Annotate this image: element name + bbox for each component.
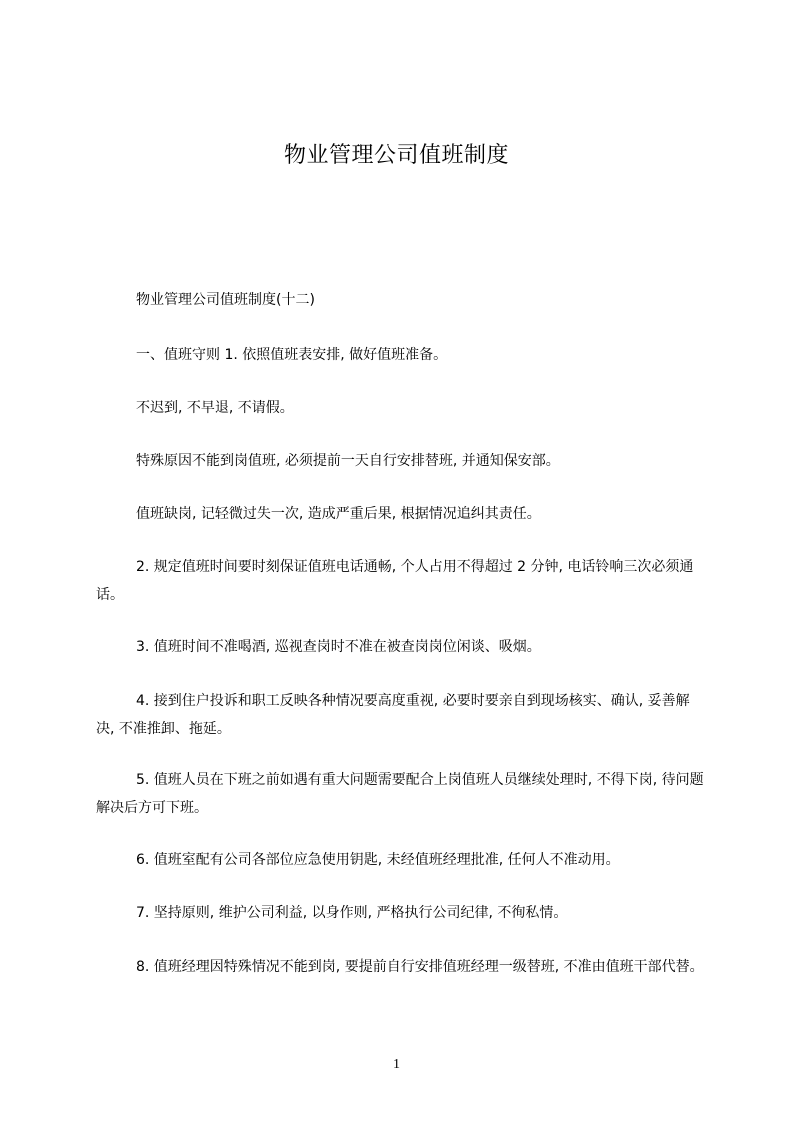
paragraph: 3. 值班时间不准喝酒, 巡视查岗时不准在被查岗岗位闲谈、吸烟。: [136, 639, 541, 655]
page-number: 1: [393, 1057, 400, 1072]
paragraph: 4. 接到住户投诉和职工反映各种情况要高度重视, 必要时要亲自到现场核实、确认, 妥善解决, 不准推卸、拖延。: [96, 693, 690, 737]
paragraph: 值班缺岗, 记轻微过失一次, 造成严重后果, 根据情况追纠其责任。: [136, 506, 541, 522]
paragraph: 8. 值班经理因特殊情况不能到岗, 要提前自行安排值班经理一级替班, 不准由值班干部代替。: [136, 959, 704, 975]
paragraph: 2. 规定值班时间要时刻保证值班电话通畅, 个人占用不得超过 2 分钟, 电话铃响三次必须通话。: [96, 559, 694, 603]
paragraph: 6. 值班室配有公司各部位应急使用钥匙, 未经值班经理批准, 任何人不准动用。: [136, 852, 620, 868]
paragraph: 物业管理公司值班制度(十二): [136, 292, 315, 308]
paragraph: 7. 坚持原则, 维护公司利益, 以身作则, 严格执行公司纪律, 不徇私情。: [136, 905, 568, 921]
paragraph: 5. 值班人员在下班之前如遇有重大问题需要配合上岗值班人员继续处理时, 不得下岗, 待问题解决后方可下班。: [96, 772, 704, 816]
document-title: 物业管理公司值班制度: [283, 143, 509, 168]
paragraph: 特殊原因不能到岗值班, 必须提前一天自行安排替班, 并通知保安部。: [136, 453, 560, 469]
paragraph: 不迟到, 不早退, 不请假。: [136, 400, 294, 416]
paragraph: 一、值班守则 1. 依照值班表安排, 做好值班准备。: [136, 347, 448, 363]
